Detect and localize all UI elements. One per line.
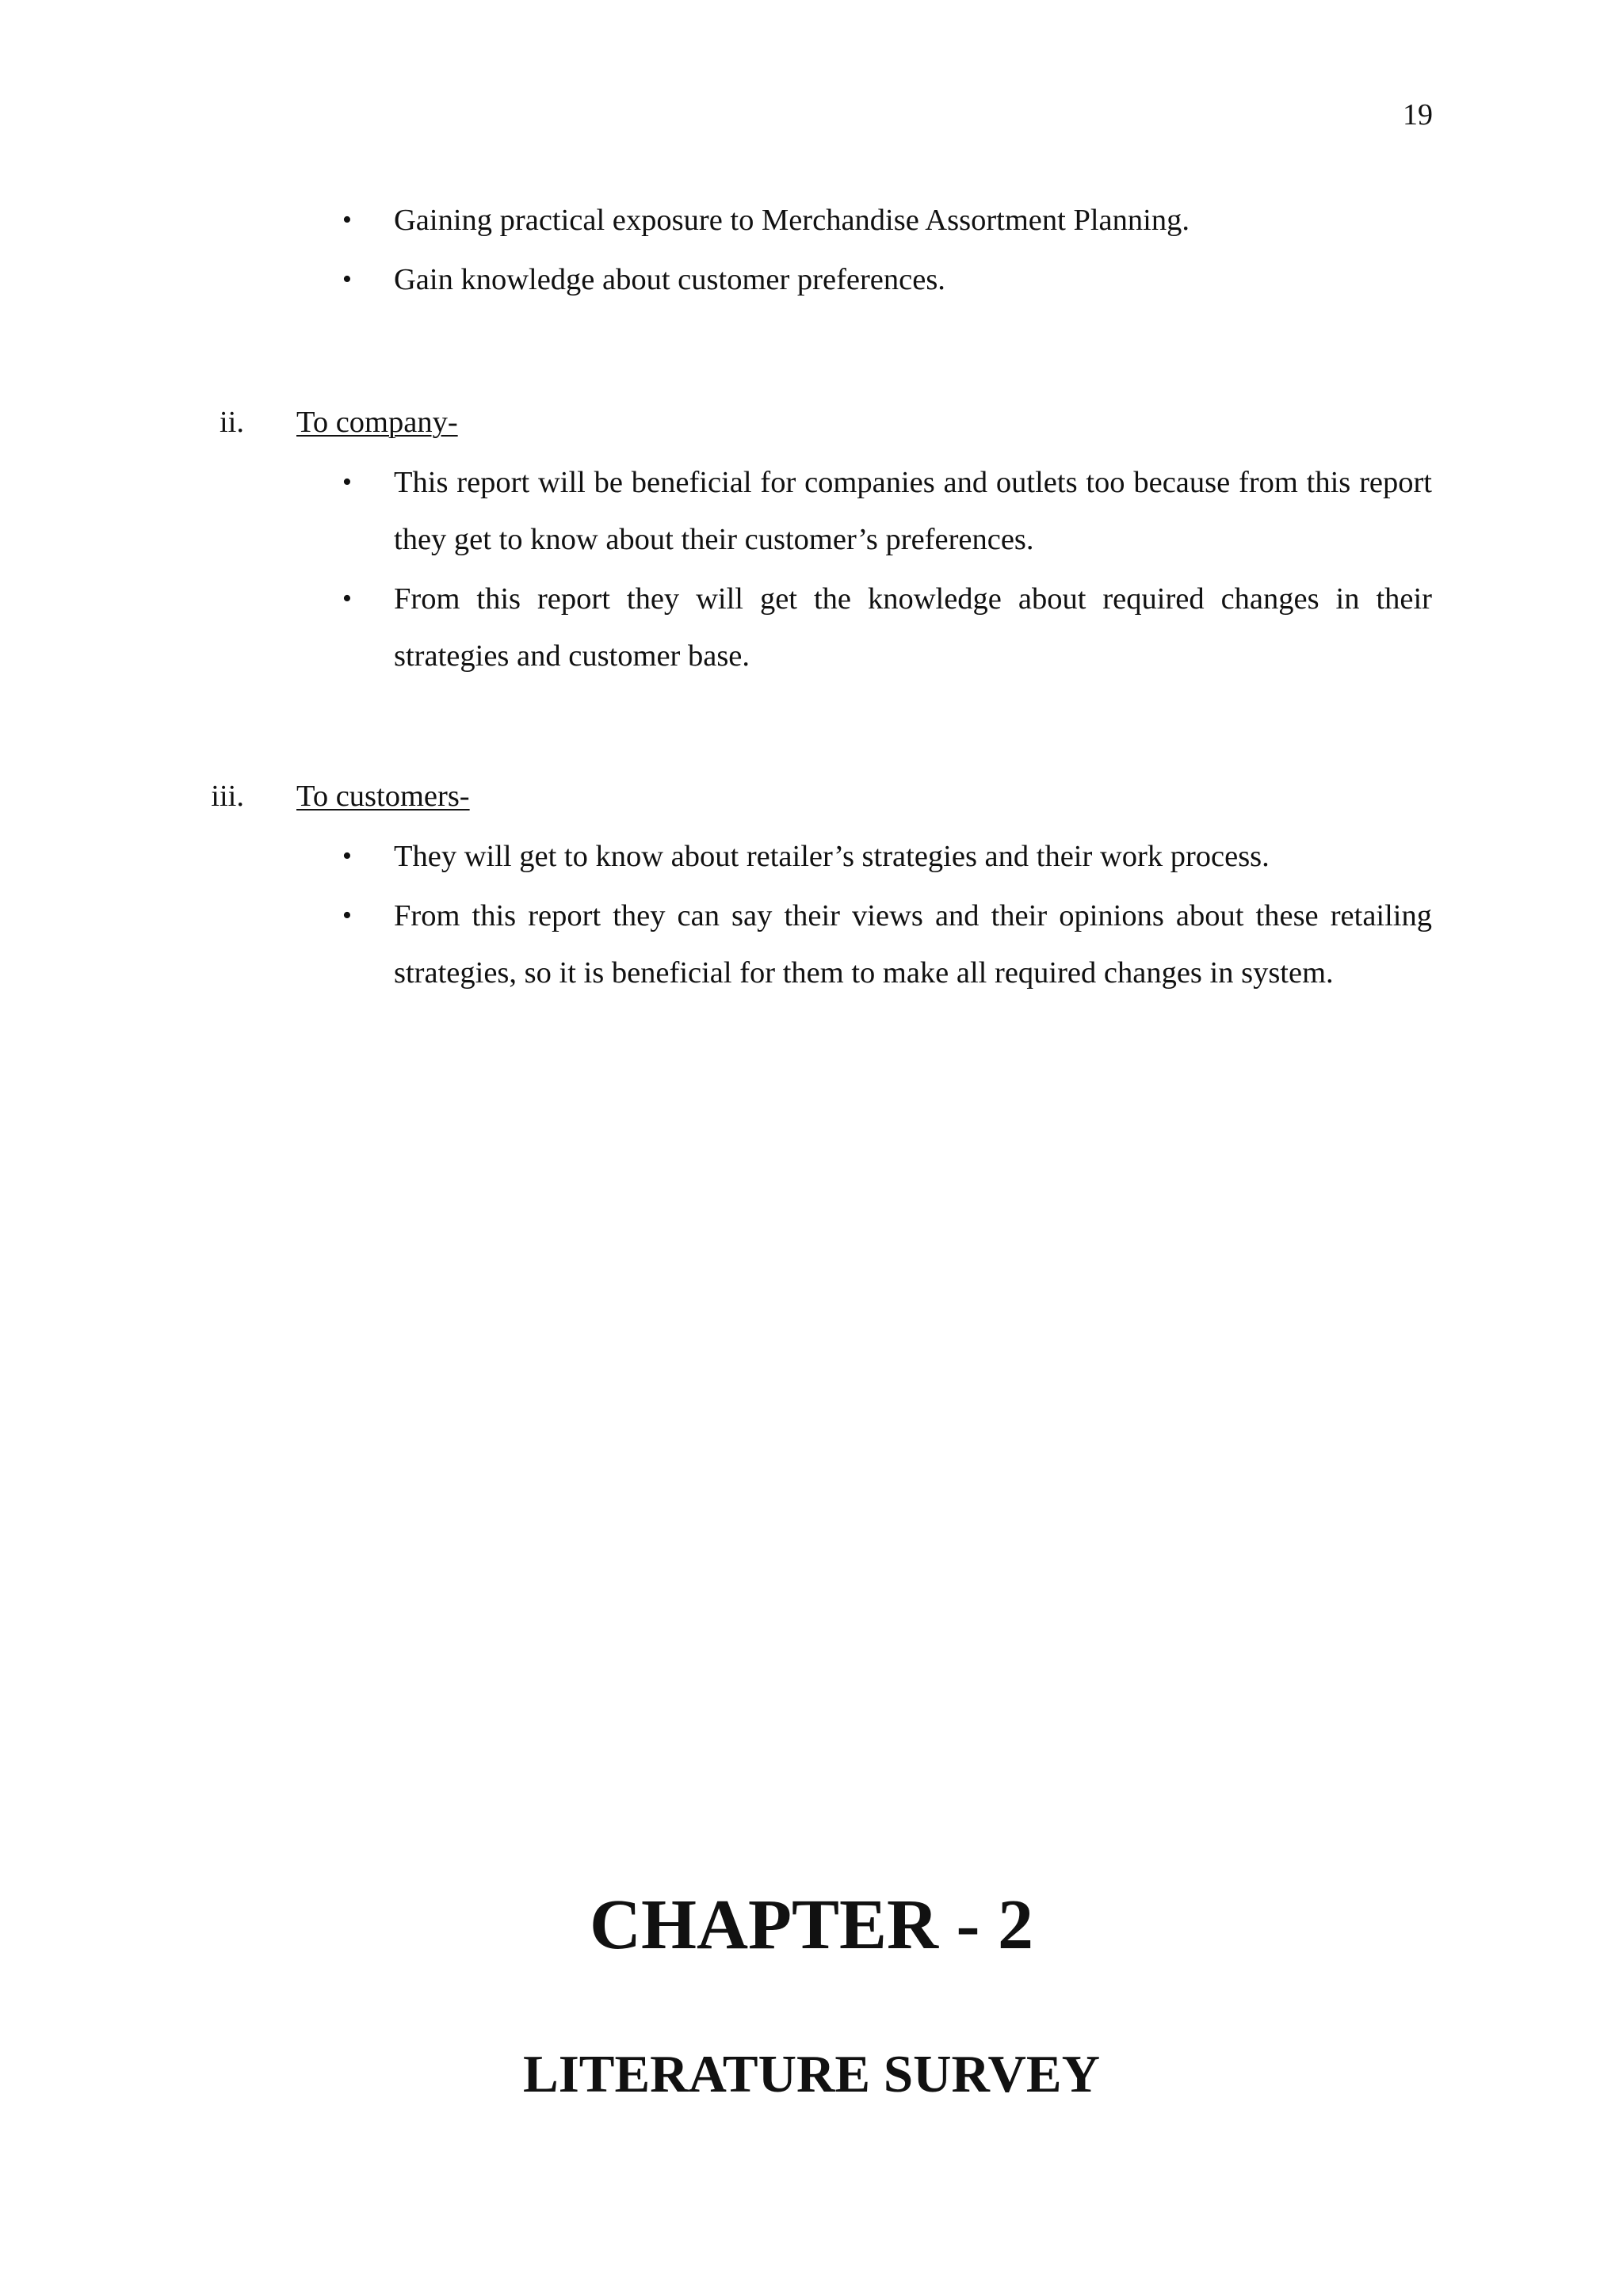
list-item	[342, 251, 1432, 308]
chapter-title: CHAPTER - 2	[590, 1886, 1033, 1964]
list-item-text: They will get to know about retailer’s strategies and their work process.	[394, 840, 1270, 873]
bullet-icon: •	[342, 901, 352, 930]
list-item	[342, 887, 1432, 1001]
bullet-icon: •	[342, 584, 352, 613]
bullet-icon: •	[342, 841, 352, 871]
chapter-subtitle: LITERATURE SURVEY	[523, 2045, 1100, 2103]
bullet-icon: •	[342, 467, 352, 497]
bullet-icon: •	[342, 265, 352, 294]
section-title: To customers-	[296, 780, 470, 813]
company-bullet-list	[0, 454, 1623, 687]
list-item-text: From this report they will get the knowledge about required changes in their strategies and customer base.	[394, 582, 1432, 673]
section-numeral: iii.	[211, 780, 244, 813]
bullet-icon: •	[342, 205, 352, 235]
list-item-text: Gaining practical exposure to Merchandise Assortment Planning.	[394, 204, 1190, 237]
list-item	[342, 192, 1432, 249]
customers-bullet-list	[0, 828, 1623, 1004]
list-item	[342, 454, 1432, 568]
list-item-text: From this report they can say their views and their opinions about these retailing strategies, so it is beneficial for them to make all required changes in system.	[394, 899, 1432, 990]
list-item	[342, 828, 1432, 885]
page-number: 19	[1403, 98, 1433, 132]
list-item-text: This report will be beneficial for companies and outlets too because from this report they get to know about their customer’s preferences.	[394, 466, 1432, 556]
intro-bullet-list	[0, 192, 1623, 311]
section-numeral: ii.	[219, 406, 244, 439]
section-title: To company-	[296, 406, 458, 439]
list-item	[342, 570, 1432, 685]
list-item-text: Gain knowledge about customer preferences.	[394, 263, 945, 296]
